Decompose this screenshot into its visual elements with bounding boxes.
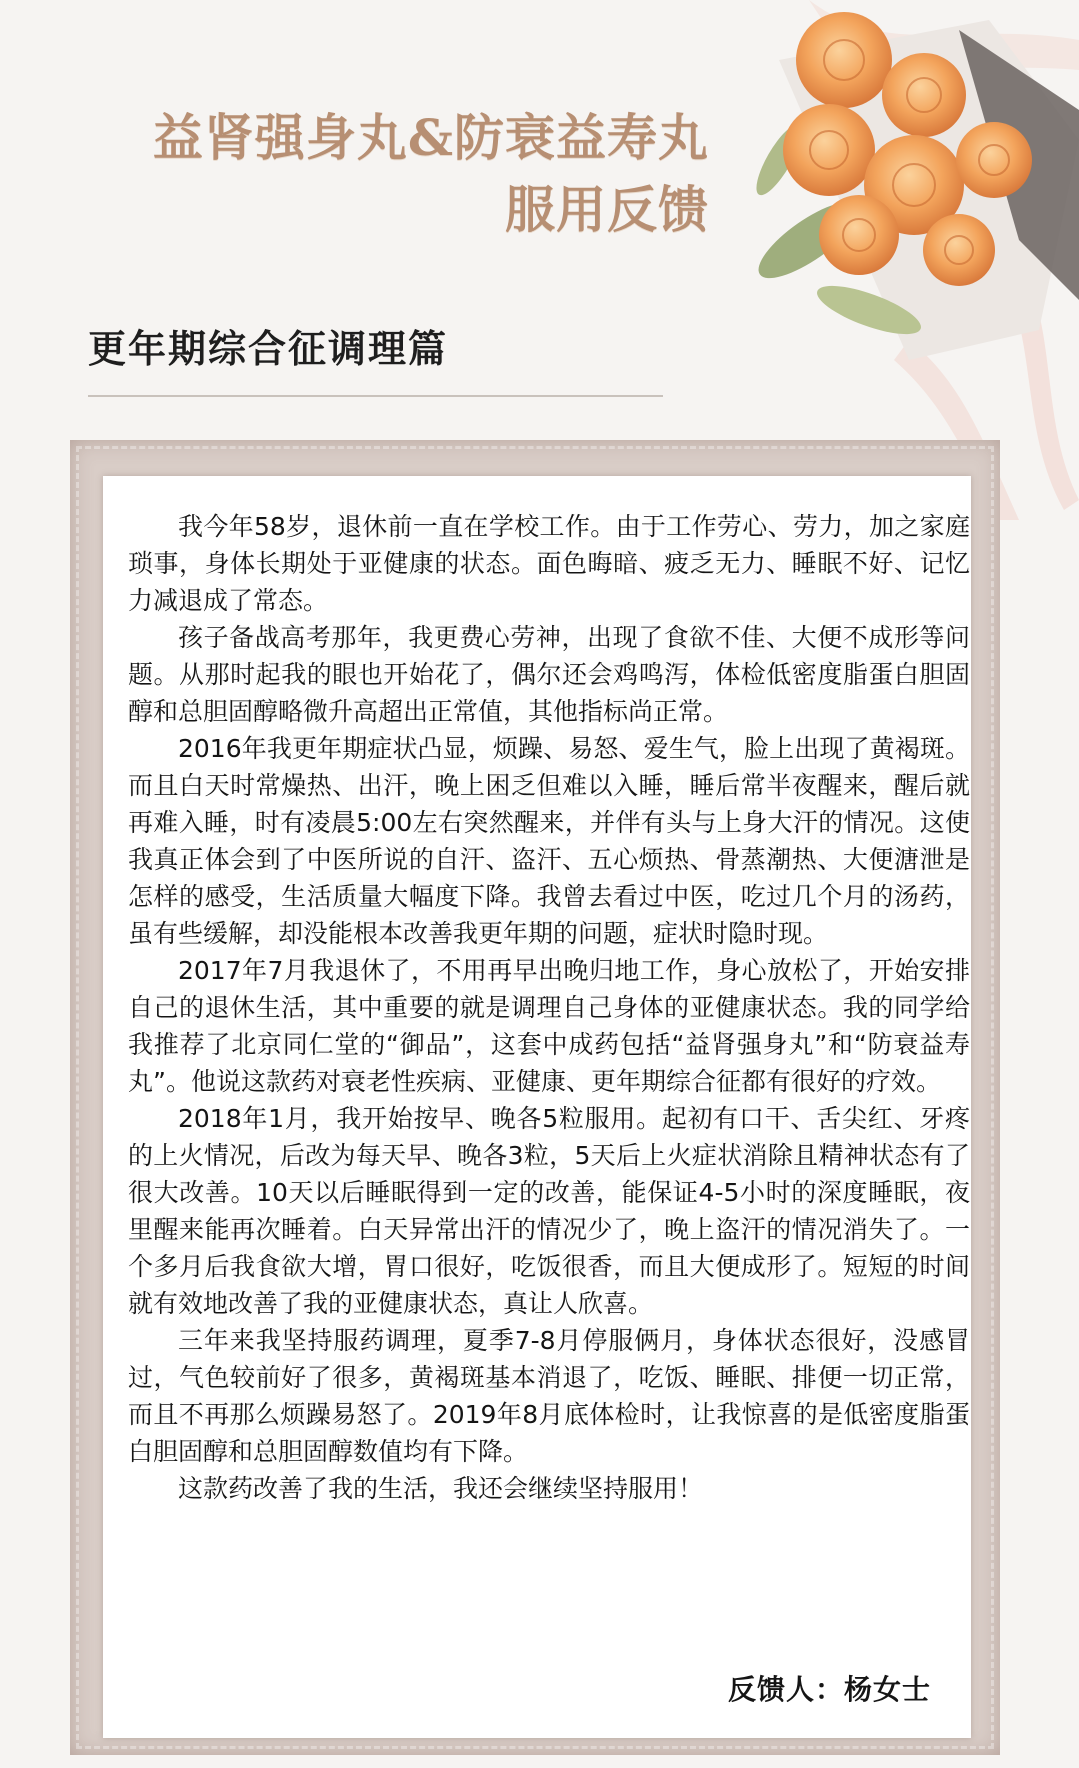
paragraph-4: 2017年7月我退休了，不用再早出晚归地工作，身心放松了，开始安排自己的退休生活，其中重要的就是调理自己身体的亚健康状态。我的同学给我推荐了北京同仁堂的“御品”，这套中成药包括“益肾强身丸”和“防衰益寿丸”。他说这款药对衰老性疾病、亚健康、更年期综合征都有很好的疗效。 [128, 956, 970, 1096]
section-heading: 更年期综合征调理篇 [88, 326, 449, 371]
letter-body [128, 508, 970, 1507]
title-line-2: 服用反馈 [505, 180, 709, 239]
paragraph-6: 三年来我坚持服药调理，夏季7-8月停服俩月，身体状态很好，没感冒过，气色较前好了很多，黄褐斑基本消退了，吃饭、睡眠、排便一切正常，而且不再那么烦躁易怒了。2019年8月底体检时，让我惊喜的是低密度脂蛋白胆固醇和总胆固醇数值均有下降。 [128, 1326, 970, 1466]
title-line-1: 益肾强身丸&防衰益寿丸 [152, 108, 709, 167]
paragraph-5: 2018年1月，我开始按早、晚各5粒服用。起初有口干、舌尖红、牙疼的上火情况，后改为每天早、晚各3粒，5天后上火症状消除且精神状态有了很大改善。10天以后睡眠得到一定的改善，能保证4-5小时的深度睡眠，夜里醒来能再次睡着。白天异常出汗的情况少了，晚上盗汗的情况消失了。一个多月后我食欲大增，胃口很好，吃饭很香，而且大便成形了。短短的时间就有效地改善了我的亚健康状态，真让人欣喜。 [128, 1104, 970, 1318]
paragraph-1: 我今年58岁，退休前一直在学校工作。由于工作劳心、劳力，加之家庭琐事，身体长期处于亚健康的状态。面色晦暗、疲乏无力、睡眠不好、记忆力减退成了常态。 [128, 512, 970, 615]
signature: 反馈人：杨女士 [727, 1673, 931, 1706]
paragraph-7: 这款药改善了我的生活，我还会继续坚持服用！ [178, 1474, 704, 1503]
heading-divider [88, 395, 663, 397]
paragraph-2: 孩子备战高考那年，我更费心劳神，出现了食欲不佳、大便不成形等问题。从那时起我的眼也开始花了，偶尔还会鸡鸣泻，体检低密度脂蛋白胆固醇和总胆固醇略微升高超出正常值，其他指标尚正常。 [128, 623, 970, 726]
paragraph-3: 2016年我更年期症状凸显，烦躁、易怒、爱生气，脸上出现了黄褐斑。而且白天时常燥热、出汗，晚上困乏但难以入睡，睡后常半夜醒来，醒后就再难入睡，时有凌晨5:00左右突然醒来，并伴有头与上身大汗的情况。这使我真正体会到了中医所说的自汗、盗汗、五心烦热、骨蒸潮热、大便溏泄是怎样的感受，生活质量大幅度下降。我曾去看过中医，吃过几个月的汤药，虽有些缓解，却没能根本改善我更年期的问题，症状时隐时现。 [128, 734, 970, 948]
